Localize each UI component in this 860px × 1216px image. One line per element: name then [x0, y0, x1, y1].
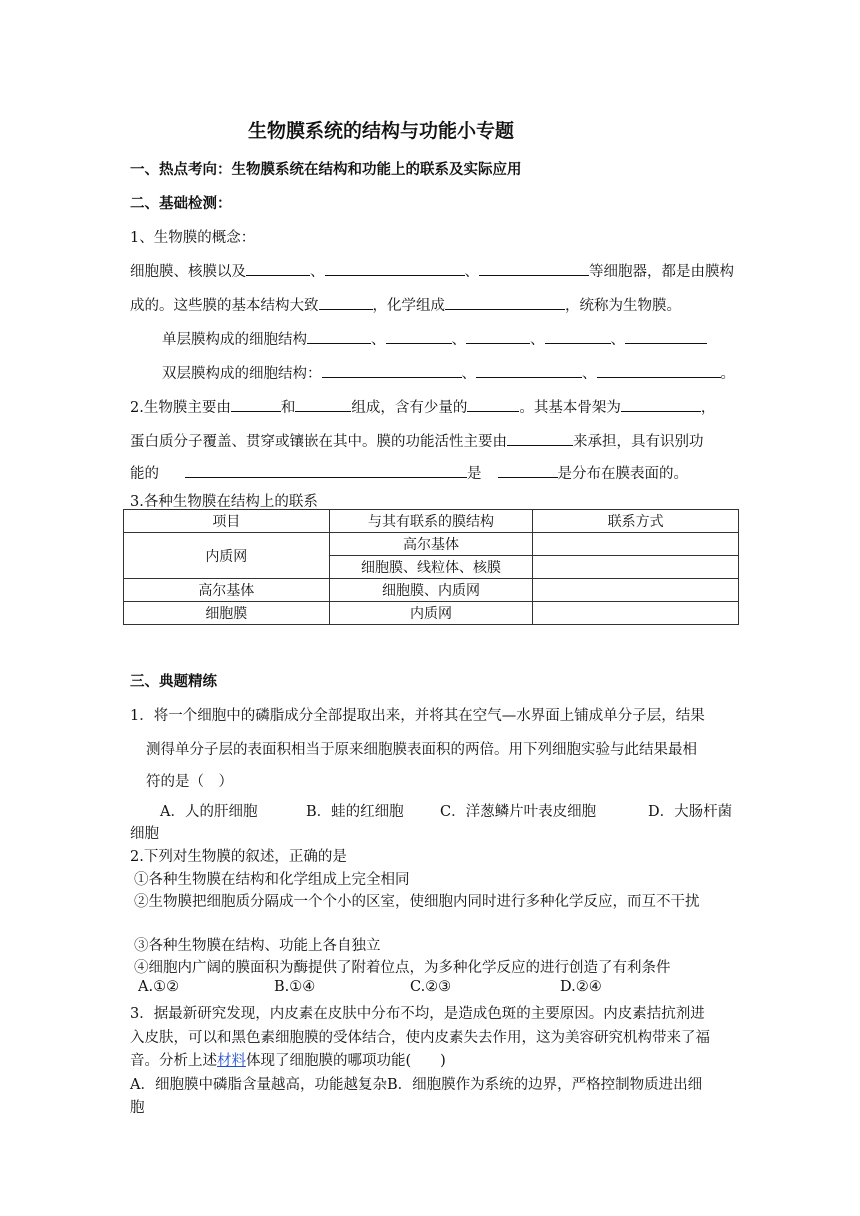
blank [231, 397, 281, 412]
text: 组成，含有少量的 [351, 400, 468, 416]
text: 。其基本骨架为 [519, 400, 621, 416]
text: 来承担，具有识别功 [573, 434, 704, 450]
blank [597, 363, 721, 378]
blank [476, 363, 582, 378]
blank [479, 261, 589, 276]
material-link[interactable]: 材料 [217, 1053, 246, 1069]
e1-line1: 1．将一个细胞中的磷脂成分全部提取出来，并将其在空气—水界面上铺成单分子层，结果 [130, 708, 705, 724]
blank [466, 329, 530, 344]
section-basic-check: 二、基础检测： [130, 195, 232, 212]
q1-line1 [130, 260, 734, 281]
blank [246, 261, 310, 276]
text: ，统称为生物膜。 [565, 298, 681, 314]
e2-option-d: D.②④ [560, 979, 602, 995]
text: 细胞膜、核膜以及 [130, 264, 246, 280]
e3-line1: 3．据最新研究发现，内皮素在皮肤中分布不均，是造成色斑的主要原因。内皮素拮抗剂进 [130, 1006, 705, 1022]
table-header-row [124, 510, 739, 533]
blank [545, 329, 611, 344]
q3-heading: 3.各种生物膜在结构上的联系 [130, 494, 318, 510]
blank [621, 397, 701, 412]
text: 蛋白质分子覆盖、贯穿或镶嵌在其中。膜的功能活性主要由 [130, 434, 507, 450]
e2-stem: 2.下列对生物膜的叙述，正确的是 [130, 849, 347, 865]
e1-option-d: D．大肠杆菌 [648, 804, 733, 820]
e2-option-b: B.①④ [274, 979, 316, 995]
row-membrane: 细胞膜、内质网 [329, 579, 533, 602]
e2-statement-3: ③各种生物膜在结构、功能上各自独立 [134, 938, 381, 954]
text: 能的 [130, 466, 159, 482]
e2-statement-4: ④细胞内广阔的膜面积为酶提供了附着位点，为多种化学反应的进行创造了有利条件 [134, 960, 671, 976]
header-membrane: 与其有联系的膜结构 [329, 510, 533, 533]
section-exercises: 三、典题精练 [130, 673, 217, 690]
page-title: 生物膜系统的结构与功能小专题 [248, 120, 515, 142]
e3-option-b: B．细胞膜作为系统的边界，严格控制物质进出细 [386, 1077, 703, 1093]
e3-option-a: A．细胞膜中磷脂含量越高，功能越复杂 [130, 1077, 387, 1093]
blank [507, 431, 573, 446]
e1-option-c: C．洋葱鳞片叶表皮细胞 [440, 804, 597, 820]
header-connection: 联系方式 [533, 510, 739, 533]
section-hot-topics: 一、热点考向：生物膜系统在结构和功能上的联系及实际应用 [130, 161, 522, 178]
text: 体现了细胞膜的哪项功能( ) [246, 1053, 446, 1069]
header-item: 项目 [124, 510, 330, 533]
blank [445, 295, 565, 310]
e1-option-d-cont: 细胞 [130, 826, 159, 842]
e2-option-c: C.②③ [410, 979, 452, 995]
blank [498, 463, 558, 478]
row-item: 高尔基体 [124, 579, 330, 602]
row-membrane: 内质网 [329, 602, 533, 625]
q1-single-membrane [162, 328, 707, 349]
text: 单层膜构成的细胞结构 [162, 332, 307, 348]
row-connection-blank [533, 602, 739, 625]
blank [319, 295, 373, 310]
q2-line3 [130, 462, 688, 483]
blank [325, 261, 465, 276]
table-row [124, 602, 739, 625]
row-item: 细胞膜 [124, 602, 330, 625]
text: ， [700, 400, 716, 416]
e1-option-a: A．人的肝细胞 [160, 804, 258, 820]
text: 双层膜构成的细胞结构： [162, 366, 322, 382]
row-membrane: 高尔基体 [329, 533, 533, 556]
text: 2.生物膜主要由 [130, 400, 231, 416]
text: 音。分析上述 [130, 1053, 217, 1069]
text: 等细胞器，都是由膜构 [589, 264, 734, 280]
membrane-links-table [123, 509, 739, 625]
text: 、 [451, 332, 466, 348]
text: 、 [461, 366, 476, 382]
q1-line2 [130, 294, 681, 315]
text: 、 [610, 332, 625, 348]
q2-line2 [130, 430, 704, 451]
q2-line1 [130, 396, 715, 417]
e3-line3 [130, 1049, 446, 1070]
text: 、 [582, 366, 597, 382]
blank [386, 329, 452, 344]
e3-option-b-cont: 胞 [130, 1100, 145, 1116]
text: 。 [720, 366, 735, 382]
e2-statement-1: ①各种生物膜在结构和化学组成上完全相同 [134, 872, 410, 888]
q1-heading: 1、生物膜的概念： [130, 230, 256, 246]
e3-line2: 入皮肤，可以和黑色素细胞膜的受体结合，使内皮素失去作用，这为美容研究机构带来了福 [130, 1030, 710, 1046]
text: 和 [280, 400, 296, 416]
row-item: 内质网 [124, 533, 330, 579]
text: 、 [464, 264, 479, 280]
row-connection-blank [533, 556, 739, 579]
blank [295, 397, 351, 412]
blank [467, 397, 519, 412]
e1-option-b: B．蛙的红细胞 [306, 804, 404, 820]
text: 是 [467, 466, 482, 482]
text: 、 [371, 332, 386, 348]
text: 、 [530, 332, 545, 348]
e1-line3: 符的是（ ） [146, 774, 233, 790]
text: ，化学组成 [372, 298, 445, 314]
e2-statement-2: ②生物膜把细胞质分隔成一个个小的区室，使细胞内同时进行多种化学反应，而互不干扰 [134, 894, 700, 910]
table-row [124, 579, 739, 602]
blank [625, 329, 707, 344]
blank [322, 363, 462, 378]
text: 成的。这些膜的基本结构大致 [130, 298, 319, 314]
e2-option-a: A.①② [138, 979, 180, 995]
e3-options [130, 1073, 702, 1094]
row-connection-blank [533, 579, 739, 602]
blank [307, 329, 371, 344]
table-row [124, 533, 739, 556]
blank [185, 463, 467, 478]
text: 是分布在膜表面的。 [557, 466, 688, 482]
text: 、 [310, 264, 325, 280]
q1-double-membrane [162, 362, 735, 383]
row-connection-blank [533, 533, 739, 556]
e1-line2: 测得单分子层的表面积相当于原来细胞膜表面积的两倍。用下列细胞实验与此结果最相 [146, 742, 697, 758]
row-membrane: 细胞膜、线粒体、核膜 [329, 556, 533, 579]
